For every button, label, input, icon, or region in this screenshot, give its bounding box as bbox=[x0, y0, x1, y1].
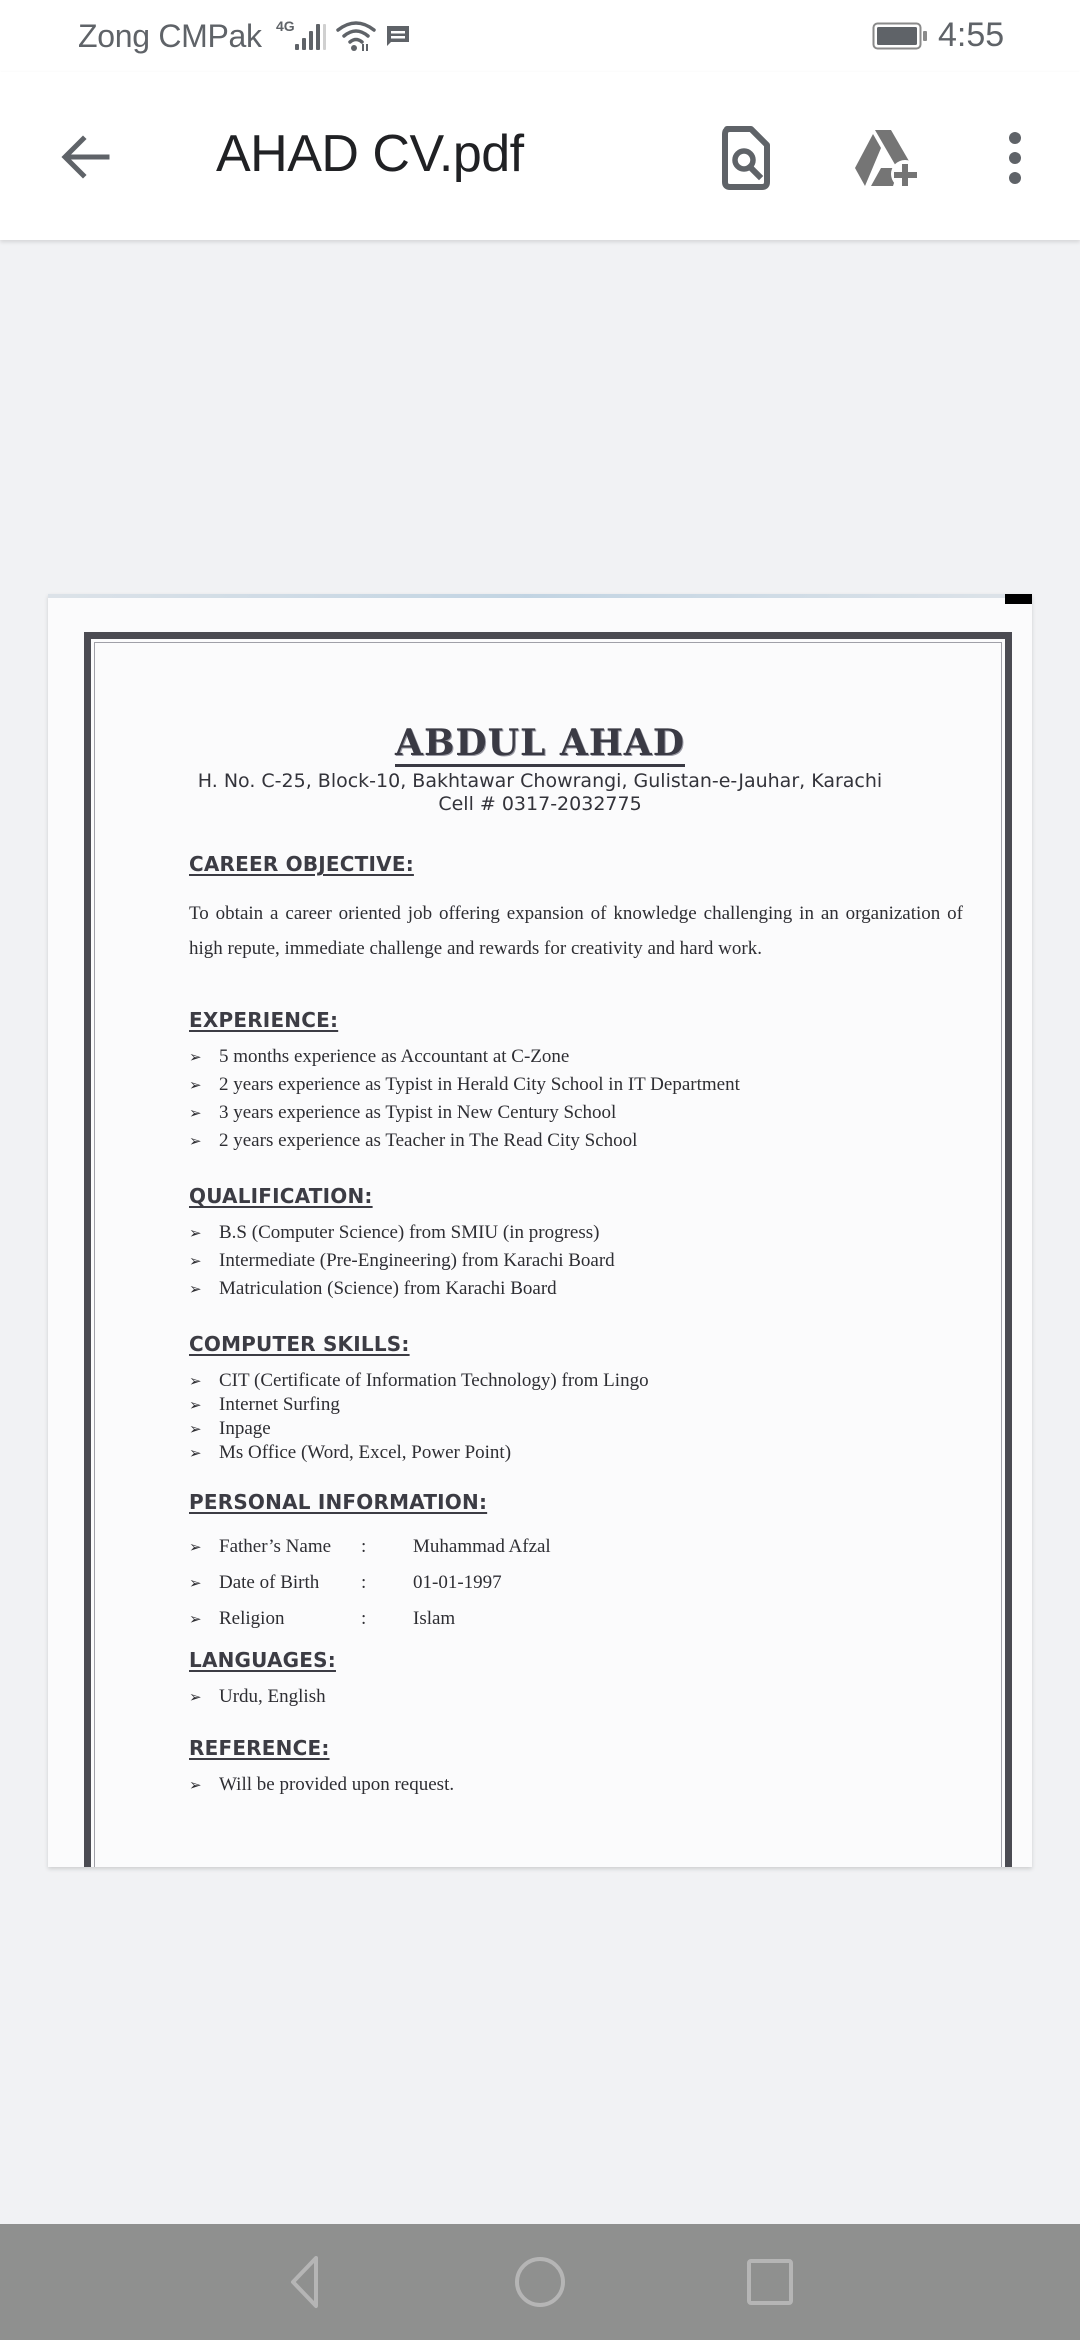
list-item: ➢ Internet Surfing bbox=[189, 1394, 340, 1415]
heading-reference: REFERENCE: bbox=[189, 1736, 330, 1760]
bullet-arrow-icon: ➢ bbox=[189, 1398, 202, 1414]
find-in-document-button[interactable] bbox=[706, 118, 786, 198]
heading-experience: EXPERIENCE: bbox=[189, 1008, 339, 1032]
cv-address: H. No. C-25, Block-10, Bakhtawar Chowrangi, Gulistan-e-Jauhar, Karachi bbox=[197, 770, 883, 792]
nav-recents-icon bbox=[746, 2258, 794, 2306]
cv-name: ABDUL AHAD bbox=[48, 722, 1032, 764]
nav-back-button[interactable] bbox=[270, 2252, 340, 2312]
pdf-page[interactable] bbox=[48, 594, 1032, 1867]
list-item: ➢ 5 months experience as Accountant at C-Zone bbox=[189, 1046, 570, 1067]
heading-computer-skills: COMPUTER SKILLS: bbox=[189, 1332, 410, 1356]
list-item: ➢ Matriculation (Science) from Karachi Board bbox=[189, 1278, 557, 1299]
bullet-arrow-icon: ➢ bbox=[189, 1078, 202, 1094]
bullet-arrow-icon: ➢ bbox=[189, 1134, 202, 1150]
personal-information-list bbox=[189, 1536, 551, 1644]
add-to-drive-button[interactable] bbox=[848, 118, 928, 198]
bullet-arrow-icon: ➢ bbox=[189, 1050, 202, 1066]
nav-back-icon bbox=[290, 2255, 320, 2309]
list-item: ➢ Date of Birth : 01-01-1997 bbox=[189, 1572, 502, 1593]
list-item: ➢ Intermediate (Pre-Engineering) from Karachi Board bbox=[189, 1250, 615, 1271]
list-item: ➢ Father’s Name : Muhammad Afzal bbox=[189, 1536, 551, 1557]
document-title: AHAD CV.pdf bbox=[216, 125, 524, 183]
list-item: ➢ CIT (Certificate of Information Technology) from Lingo bbox=[189, 1370, 649, 1391]
list-item: ➢ Religion : Islam bbox=[189, 1608, 456, 1629]
heading-languages: LANGUAGES: bbox=[189, 1648, 336, 1672]
languages-list bbox=[189, 1686, 326, 1708]
computer-skills-list bbox=[189, 1370, 649, 1466]
bullet-arrow-icon: ➢ bbox=[189, 1690, 202, 1706]
nav-recents-button[interactable] bbox=[735, 2252, 805, 2312]
bullet-arrow-icon: ➢ bbox=[189, 1446, 202, 1462]
bullet-arrow-icon: ➢ bbox=[189, 1422, 202, 1438]
document-search-icon bbox=[721, 126, 771, 190]
list-item: ➢ Will be provided upon request. bbox=[189, 1774, 455, 1795]
cv-cell: Cell # 0317-2032775 bbox=[438, 793, 642, 815]
heading-personal-information: PERSONAL INFORMATION: bbox=[189, 1490, 488, 1514]
list-item: ➢ Urdu, English bbox=[189, 1686, 326, 1707]
bullet-arrow-icon: ➢ bbox=[189, 1226, 202, 1242]
bullet-arrow-icon: ➢ bbox=[189, 1254, 202, 1270]
arrow-back-icon bbox=[59, 131, 111, 183]
list-item: ➢ 2 years experience as Typist in Herald City School in IT Department bbox=[189, 1074, 740, 1095]
list-item: ➢ 2 years experience as Teacher in The Read City School bbox=[189, 1130, 638, 1151]
bullet-arrow-icon: ➢ bbox=[189, 1778, 202, 1794]
list-item: ➢ Inpage bbox=[189, 1418, 271, 1439]
signal-icon bbox=[294, 22, 328, 50]
bullet-arrow-icon: ➢ bbox=[189, 1540, 202, 1556]
app-bar bbox=[0, 72, 1080, 240]
list-item: ➢ Ms Office (Word, Excel, Power Point) bbox=[189, 1442, 512, 1463]
bullet-arrow-icon: ➢ bbox=[189, 1576, 202, 1592]
reference-list bbox=[189, 1774, 454, 1796]
drive-add-icon bbox=[853, 128, 923, 188]
network-type: 4G bbox=[276, 18, 295, 34]
message-notification-icon bbox=[385, 24, 411, 48]
bullet-arrow-icon: ➢ bbox=[189, 1106, 202, 1122]
carrier-name: Zong CMPak bbox=[78, 18, 262, 54]
more-options-button[interactable] bbox=[990, 118, 1040, 198]
heading-career-objective: CAREER OBJECTIVE: bbox=[189, 852, 414, 876]
nav-home-button[interactable] bbox=[505, 2252, 575, 2312]
more-vert-icon bbox=[1007, 130, 1023, 186]
wifi-icon bbox=[336, 20, 376, 52]
heading-qualification: QUALIFICATION: bbox=[189, 1184, 373, 1208]
nav-home-icon bbox=[513, 2255, 567, 2309]
list-item: ➢ B.S (Computer Science) from SMIU (in progress) bbox=[189, 1222, 600, 1243]
battery-icon bbox=[872, 22, 928, 50]
career-objective-text: To obtain a career oriented job offering expansion of knowledge challenging in an organization of high repute, immediate challenge and rewards for creativity and hard work. bbox=[189, 903, 963, 959]
experience-list bbox=[189, 1046, 740, 1158]
bullet-arrow-icon: ➢ bbox=[189, 1374, 202, 1390]
clock: 4:55 bbox=[938, 16, 1005, 54]
cv-content bbox=[48, 594, 1032, 1867]
bullet-arrow-icon: ➢ bbox=[189, 1612, 202, 1628]
system-nav-bar bbox=[0, 2224, 1080, 2340]
pdf-viewer[interactable] bbox=[0, 240, 1080, 2224]
status-bar bbox=[0, 0, 1080, 72]
list-item: ➢ 3 years experience as Typist in New Century School bbox=[189, 1102, 617, 1123]
bullet-arrow-icon: ➢ bbox=[189, 1282, 202, 1298]
qualification-list bbox=[189, 1222, 615, 1306]
back-button[interactable] bbox=[50, 122, 120, 192]
